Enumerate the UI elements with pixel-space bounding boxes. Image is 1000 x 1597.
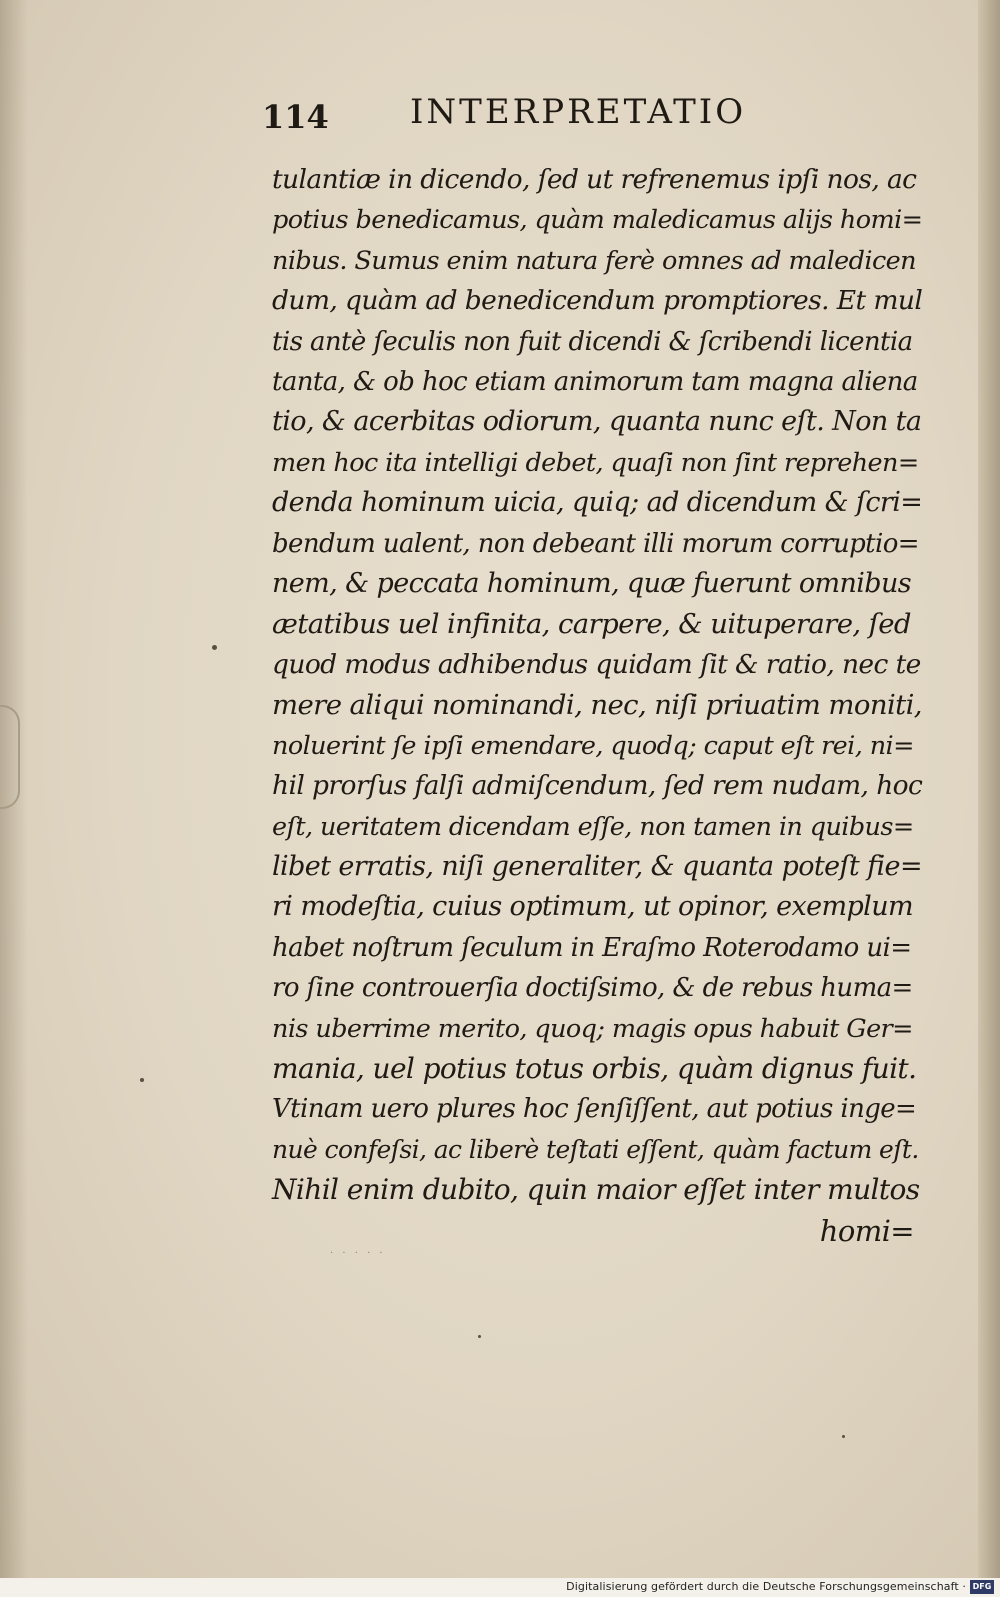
text-line: tio, & acerbitas odiorum, quanta nunc eſt. Non ta <box>272 406 922 438</box>
text-line: bendum ualent, non debeant illi morum corruptio= <box>272 528 919 559</box>
text-line: mere aliqui nominandi, nec, niſi priuatim moniti, <box>272 689 922 722</box>
paper-speck <box>842 1435 845 1438</box>
text-line: denda hominum uicia, quiq; ad dicendum & ſcri= <box>272 487 923 519</box>
text-line: ri modeſtia, cuius optimum, ut opinor, exemplum <box>272 891 913 923</box>
digitization-credit: Digitalisierung gefördert durch die Deutsche Forschungsgemeinschaft · <box>566 1580 966 1593</box>
page-edge <box>978 0 1000 1578</box>
text-line: dum, quàm ad benedicendum promptiores. Et mul <box>272 285 923 317</box>
page-clip-mark <box>0 705 20 809</box>
text-line: men hoc ita intelligi debet, quaſi non ſint reprehen= <box>272 447 919 478</box>
faint-marks: · · · · · <box>330 1248 386 1259</box>
text-line: tis antè ſeculis non fuit dicendi & ſcribendi licentia <box>272 326 913 357</box>
dfg-logo: DFG <box>970 1580 994 1594</box>
paper-speck <box>478 1335 481 1338</box>
body-text <box>272 160 922 1251</box>
text-line: libet erratis, niſi generaliter, & quanta poteſt fie= <box>272 850 922 882</box>
text-line: habet noſtrum ſeculum in Eraſmo Roterodamo ui= <box>272 932 912 963</box>
text-line: Vtinam uero plures hoc ſenſiſſent, aut potius inge= <box>272 1094 917 1125</box>
text-line: nuè confeſsi, ac liberè teſtati eſſent, quàm factum eſt. <box>272 1134 919 1164</box>
text-line: tanta, & ob hoc etiam animorum tam magna aliena <box>272 367 918 398</box>
text-line: mania, uel potius totus orbis, quàm dignus fuit. <box>272 1051 917 1085</box>
text-line: noluerint ſe ipſi emendare, quodq; caput eſt rei, ni= <box>272 730 914 761</box>
paper-speck <box>140 1078 144 1082</box>
text-line: ætatibus uel infinita, carpere, & uituperare, ſed <box>272 608 911 641</box>
running-head: INTERPRETATIO <box>410 92 747 132</box>
catchword: homi= <box>819 1213 914 1248</box>
text-line: nem, & peccata hominum, quæ fuerunt omnibus <box>272 568 912 600</box>
text-line: tulantiæ in dicendo, ſed ut refrenemus ipſi nos, ac <box>272 164 917 195</box>
text-line: quod modus adhibendus quidam ſit & ratio, nec te <box>272 648 921 680</box>
text-line: ro ſine controuerſia doctiſsimo, & de rebus huma= <box>272 973 913 1004</box>
page-header <box>262 92 822 136</box>
text-line: nibus. Sumus enim natura ferè omnes ad maledicen <box>272 245 916 276</box>
paper-speck <box>212 645 217 650</box>
page-number: 114 <box>262 98 329 136</box>
text-line: Nihil enim dubito, quin maior eſſet inter multos <box>272 1173 920 1207</box>
text-line: nis uberrime merito, quoq; magis opus habuit Ger= <box>272 1013 913 1044</box>
text-line: hil prorſus falſi admiſcendum, ſed rem nudam, hoc <box>272 770 923 802</box>
text-line: potius benedicamus, quàm maledicamus alijs homi= <box>272 205 923 236</box>
text-line: eſt, ueritatem dicendam eſſe, non tamen in quibus= <box>272 811 914 842</box>
